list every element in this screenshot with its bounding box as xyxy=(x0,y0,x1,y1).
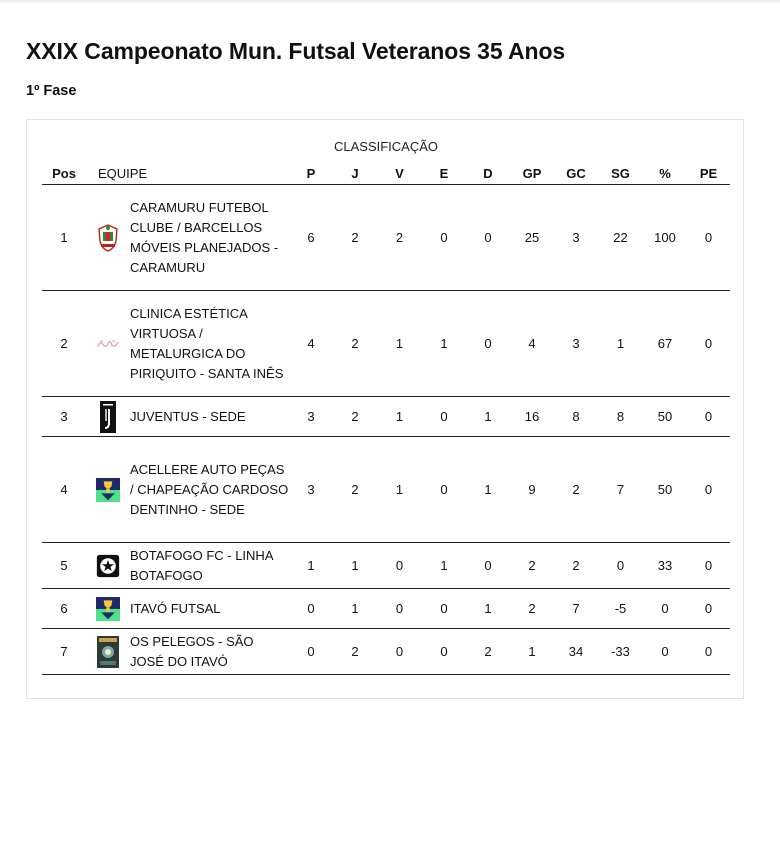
stat-sg: 22 xyxy=(598,185,643,291)
stat-gp: 2 xyxy=(510,543,554,589)
team-name: ITAVÓ FUTSAL xyxy=(130,589,289,629)
stat-j: 2 xyxy=(333,397,377,437)
caramuru-crest-icon xyxy=(96,221,120,255)
stat-pct: 50 xyxy=(643,397,687,437)
page-title: XXIX Campeonato Mun. Futsal Veteranos 35 Anos xyxy=(26,38,566,64)
stat-d: 2 xyxy=(466,629,510,675)
header-v: V xyxy=(377,163,422,185)
stat-gc: 3 xyxy=(554,291,598,397)
stat-d: 0 xyxy=(466,185,510,291)
stat-gp: 25 xyxy=(510,185,554,291)
stat-d: 1 xyxy=(466,589,510,629)
stat-pct: 67 xyxy=(643,291,687,397)
header-d: D xyxy=(466,163,510,185)
stat-pe: 0 xyxy=(687,629,730,675)
table-caption: CLASSIFICAÇÃO xyxy=(333,139,439,154)
stat-v: 2 xyxy=(377,185,422,291)
stat-gp: 16 xyxy=(510,397,554,437)
stat-e: 1 xyxy=(422,543,466,589)
stat-gp: 4 xyxy=(510,291,554,397)
stat-sg: 0 xyxy=(598,543,643,589)
stat-v: 0 xyxy=(377,589,422,629)
stat-e: 0 xyxy=(422,589,466,629)
table-row xyxy=(42,543,730,589)
stat-gc: 2 xyxy=(554,543,598,589)
stat-e: 0 xyxy=(422,629,466,675)
stat-pct: 0 xyxy=(643,629,687,675)
header-j: J xyxy=(333,163,377,185)
stat-j: 2 xyxy=(333,437,377,543)
stat-j: 2 xyxy=(333,629,377,675)
stat-pct: 100 xyxy=(643,185,687,291)
stat-p: 0 xyxy=(289,629,333,675)
stat-p: 0 xyxy=(289,589,333,629)
table-row xyxy=(42,291,730,397)
stat-gc: 8 xyxy=(554,397,598,437)
stat-v: 1 xyxy=(377,397,422,437)
stat-gp: 2 xyxy=(510,589,554,629)
stat-j: 2 xyxy=(333,185,377,291)
header-e: E xyxy=(422,163,466,185)
stat-j: 2 xyxy=(333,291,377,397)
table-header-row xyxy=(42,163,730,185)
stat-gp: 1 xyxy=(510,629,554,675)
stat-d: 1 xyxy=(466,437,510,543)
stat-sg: -33 xyxy=(598,629,643,675)
botafogo-star-crest-icon xyxy=(96,549,120,583)
stat-v: 0 xyxy=(377,543,422,589)
virtuosa-logo-icon xyxy=(96,327,120,361)
header-gp: GP xyxy=(510,163,554,185)
stat-pct: 0 xyxy=(643,589,687,629)
top-bar xyxy=(0,0,780,4)
stat-pe: 0 xyxy=(687,543,730,589)
stat-d: 0 xyxy=(466,291,510,397)
pos-cell: 5 xyxy=(42,543,86,589)
header-pe: PE xyxy=(687,163,730,185)
stat-d: 1 xyxy=(466,397,510,437)
phase-subtitle: 1º Fase xyxy=(26,83,77,99)
stat-gc: 2 xyxy=(554,437,598,543)
pos-cell: 2 xyxy=(42,291,86,397)
stat-pe: 0 xyxy=(687,291,730,397)
stat-j: 1 xyxy=(333,589,377,629)
stat-d: 0 xyxy=(466,543,510,589)
stat-p: 3 xyxy=(289,437,333,543)
stat-gp: 9 xyxy=(510,437,554,543)
table-row xyxy=(42,397,730,437)
pos-cell: 4 xyxy=(42,437,86,543)
stat-e: 0 xyxy=(422,397,466,437)
team-name: JUVENTUS - SEDE xyxy=(130,397,289,437)
team-name: CARAMURU FUTEBOL CLUBE / BARCELLOS MÓVEIS PLANEJADOS - CARAMURU xyxy=(130,185,289,291)
stat-sg: 8 xyxy=(598,397,643,437)
stat-gc: 34 xyxy=(554,629,598,675)
stat-v: 1 xyxy=(377,291,422,397)
stat-gc: 7 xyxy=(554,589,598,629)
trophy-crest-icon xyxy=(96,473,120,507)
pos-cell: 7 xyxy=(42,629,86,675)
trophy-crest-icon xyxy=(96,592,120,626)
stat-e: 0 xyxy=(422,185,466,291)
stat-sg: -5 xyxy=(598,589,643,629)
stat-p: 6 xyxy=(289,185,333,291)
header-pct: % xyxy=(643,163,687,185)
team-name: BOTAFOGO FC - LINHA BOTAFOGO xyxy=(130,543,289,589)
pelegos-crest-icon xyxy=(96,635,120,669)
stat-pct: 33 xyxy=(643,543,687,589)
stat-pct: 50 xyxy=(643,437,687,543)
stat-pe: 0 xyxy=(687,185,730,291)
header-p: P xyxy=(289,163,333,185)
stat-p: 3 xyxy=(289,397,333,437)
team-name: CLINICA ESTÉTICA VIRTUOSA / METALURGICA DO PIRIQUITO - SANTA INÊS xyxy=(130,291,289,397)
stat-sg: 7 xyxy=(598,437,643,543)
stat-j: 1 xyxy=(333,543,377,589)
header-team: EQUIPE xyxy=(86,163,289,185)
table-row xyxy=(42,629,730,675)
pos-cell: 1 xyxy=(42,185,86,291)
stat-e: 0 xyxy=(422,437,466,543)
table-row xyxy=(42,185,730,291)
stat-v: 1 xyxy=(377,437,422,543)
pos-cell: 6 xyxy=(42,589,86,629)
juventus-crest-icon xyxy=(96,400,120,434)
stat-sg: 1 xyxy=(598,291,643,397)
stat-p: 4 xyxy=(289,291,333,397)
table-row xyxy=(42,437,730,543)
pos-cell: 3 xyxy=(42,397,86,437)
stat-gc: 3 xyxy=(554,185,598,291)
header-gc: GC xyxy=(554,163,598,185)
header-sg: SG xyxy=(598,163,643,185)
stat-pe: 0 xyxy=(687,589,730,629)
stat-p: 1 xyxy=(289,543,333,589)
table-row xyxy=(42,589,730,629)
team-name: OS PELEGOS - SÃO JOSÉ DO ITAVÓ xyxy=(130,629,289,675)
standings-table xyxy=(42,163,730,675)
header-pos: Pos xyxy=(42,163,86,185)
stat-pe: 0 xyxy=(687,437,730,543)
stat-e: 1 xyxy=(422,291,466,397)
team-name: ACELLERE AUTO PEÇAS / CHAPEAÇÃO CARDOSO DENTINHO - SEDE xyxy=(130,437,289,543)
stat-v: 0 xyxy=(377,629,422,675)
stat-pe: 0 xyxy=(687,397,730,437)
